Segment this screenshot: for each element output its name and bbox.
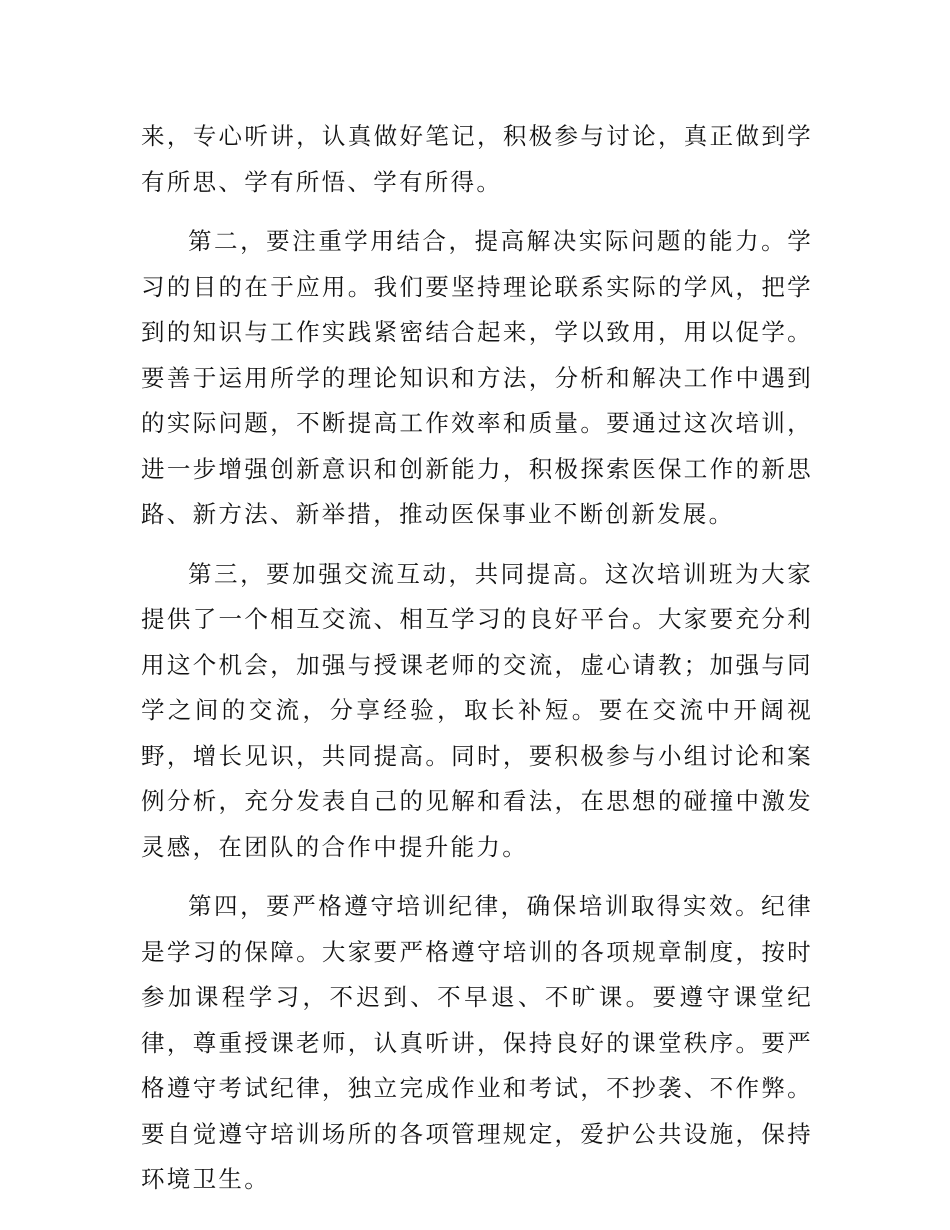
paragraph-second-point: 第二，要注重学用结合，提高解决实际问题的能力。学习的目的在于应用。我们要坚持理论联系实际的学风，把学到的知识与工作实践紧密结合起来，学以致用，用以促学。要善于运用所学的理论知识和方法，分析和解决工作中遇到的实际问题，不断提高工作效率和质量。要通过这次培训，进一步增强创新意识和创新能力，积极探索医保工作的新思路、新方法、新举措，推动医保事业不断创新发展。 <box>141 227 813 528</box>
paragraph-third-point: 第三，要加强交流互动，共同提高。这次培训班为大家提供了一个相互交流、相互学习的良好平台。大家要充分利用这个机会，加强与授课老师的交流，虚心请教；加强与同学之间的交流，分享经验，取长补短。要在交流中开阔视野，增长见识，共同提高。同时，要积极参与小组讨论和案例分析，充分发表自己的见解和看法，在思想的碰撞中激发灵感，在团队的合作中提升能力。 <box>141 559 813 861</box>
document-body <box>141 114 813 1217</box>
paragraph-continuation: 来，专心听讲，认真做好笔记，积极参与讨论，真正做到学有所思、学有所悟、学有所得。 <box>141 122 813 196</box>
paragraph-fourth-point: 第四，要严格遵守培训纪律，确保培训取得实效。纪律是学习的保障。大家要严格遵守培训的各项规章制度，按时参加课程学习，不迟到、不早退、不旷课。要遵守课堂纪律，尊重授课老师，认真听讲，保持良好的课堂秩序。要严格遵守考试纪律，独立完成作业和考试，不抄袭、不作弊。要自觉遵守培训场所的各项管理规定，爱护公共设施，保持环境卫生。 <box>141 892 813 1193</box>
